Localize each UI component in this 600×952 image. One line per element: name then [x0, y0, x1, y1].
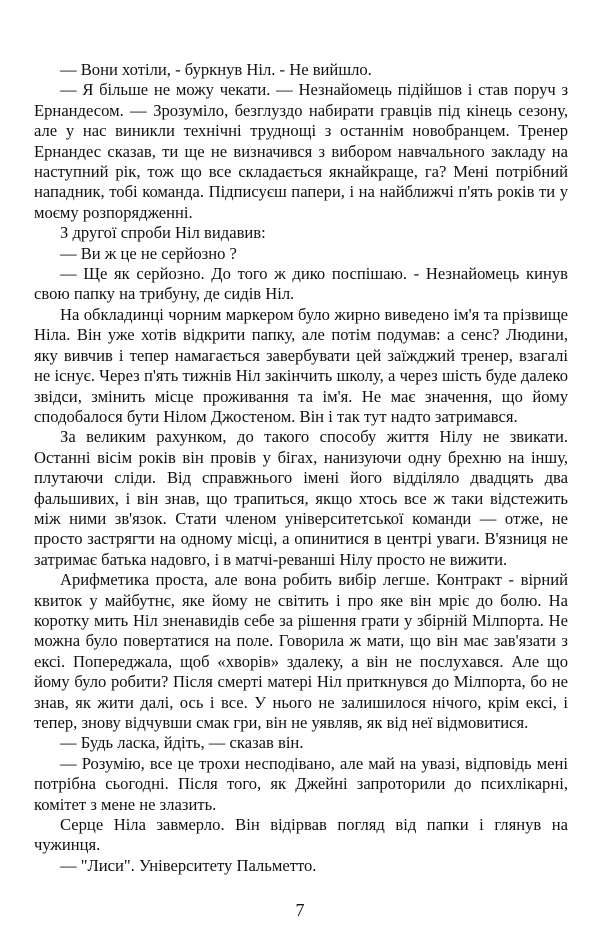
paragraph: На обкладинці чорним маркером було жирно виведено ім'я та прізвище Ніла. Він уже хотів відкрити папку, але потім подумав: а сенс? Людини, яку вивчив і тепер намагається завербувати цей заїжджий тренер, взагалі не існує. Через п'ять тижнів Ніл закінчить школу, а через шість буде далеко звідси, змінить місце проживання та ім'я. Не має значення, що йому сподобалося бути Нілом Джостеном. Він і так тут надто затримався. [34, 304, 568, 426]
paragraph: — Я більше не можу чекати. — Незнайомець підійшов і став поруч з Ернандесом. — Зрозуміло, безглуздо набирати гравців під кінець сезону, але у нас виникли технічні труднощі з останнім новобранцем. Тренер Ернандес сказав, ти ще не визначився з вибором навчального закладу на наступний рік, тож що все складається якнайкраще, га? Мені потрібний нападник, тобі команда. Підписуєш папери, і на найближчі п'ять років ти у моєму розпорядженні. [34, 80, 568, 222]
paragraph: Серце Ніла завмерло. Він відірвав погляд від папки і глянув на чужинця. [34, 815, 568, 855]
paragraph: — Вони хотіли, - буркнув Ніл. - Не вийшло. [60, 60, 372, 79]
paragraph: За великим рахунком, до такого способу життя Нілу не звикати. Останні вісім років він провів у бігах, нанизуючи одну брехню на іншу, плутаючи сліди. Від справжнього імені його відділяло двадцять два фальшивих, і він знав, що трапиться, якщо хтось все ж таки відстежить між ними зв'язок. Стати членом університетської команди — отже, не просто застрягти на одному місці, а опинитися в центрі уваги. В'язниця не затримає батька надовго, і в матчі-реванші Нілу просто не вижити. [34, 427, 568, 569]
page-body-text [34, 60, 568, 876]
paragraph: Арифметика проста, але вона робить вибір легше. Контракт - вірний квиток у майбутнє, яке йому не світить і про яке він мріє до болю. На коротку мить Ніл зненавидів себе за рішення грати у збірній Мілпорта. Не можна було повертатися на поле. Говорила ж мати, що він має зав'язати з ексі. Попереджала, щоб «хворів» здалеку, а він не послухався. Але що йому було робити? Після смерті матері Ніл приткнувся до Мілпорта, бо не знав, як жити далі, ось і все. У нього не залишилося нічого, крім ексі, і тепер, знову відчувши смак гри, він не уявляв, як від неї відмовитися. [34, 570, 568, 732]
paragraph: — Розумію, все це трохи несподівано, але май на увазі, відповідь мені потрібна сьогодні. Після того, як Джейні запроторили до психлікарні, комітет з мене не злазить. [34, 753, 568, 814]
paragraph: — Ви ж це не серйозно ? [60, 243, 237, 263]
paragraph: — Ще як серйозно. До того ж дико поспішаю. - Незнайомець кинув свою папку на трибуну, де сидів Ніл. [34, 264, 568, 304]
page-number: 7 [295, 900, 305, 920]
paragraph: З другої спроби Ніл видавив: [60, 223, 266, 243]
paragraph: — Будь ласка, йдіть, — сказав він. [60, 733, 304, 753]
paragraph: — "Лиси". Університету Пальметто. [60, 855, 317, 875]
